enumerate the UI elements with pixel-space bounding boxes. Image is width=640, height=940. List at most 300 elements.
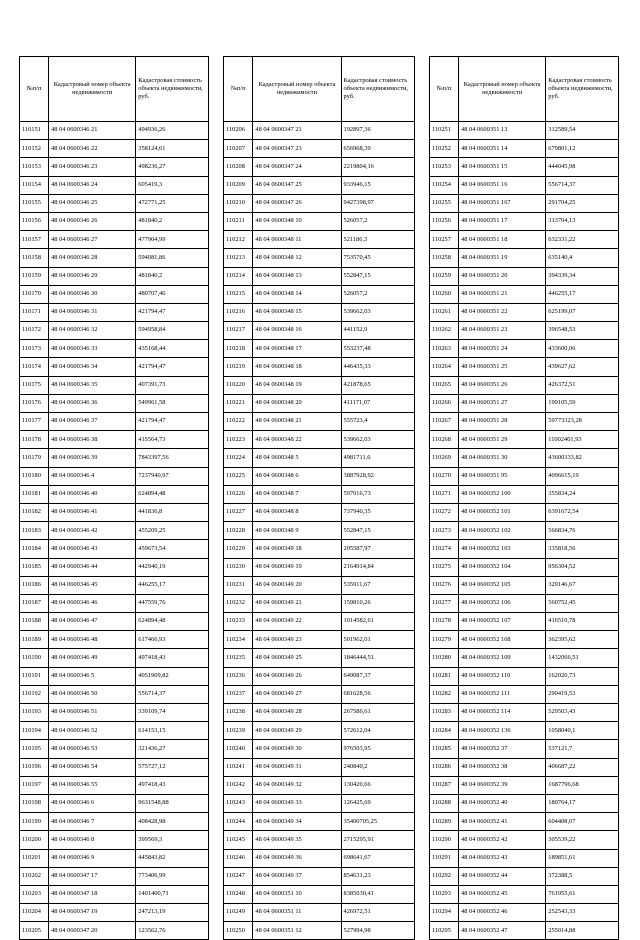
row-number-cell: 110262 [430,322,459,340]
row-number-cell: 110251 [430,122,459,140]
row-number-cell: 110240 [224,740,253,758]
table-row [20,867,209,885]
row-number-cell: 110263 [430,340,459,358]
cadastral-cost-cell: 305539,22 [546,831,619,849]
cadastral-cost-cell: 205587,97 [341,540,414,558]
cadastral-number-cell: 48 04 0600347 18 [49,885,136,903]
cadastral-number-cell: 48 04 0600347 19 [49,904,136,922]
row-number-cell: 110204 [20,904,49,922]
cadastral-cost-cell: 625199,07 [546,303,619,321]
table-row [430,467,619,485]
table-row [20,849,209,867]
table-row [430,122,619,140]
cadastral-number-cell: 48 04 0600352 37 [459,740,546,758]
row-number-cell: 110157 [20,231,49,249]
cadastral-cost-cell: 358124,61 [136,140,209,158]
table-row [20,140,209,158]
cadastral-number-cell: 48 04 0600351 27 [459,394,546,412]
cadastral-number-cell: 48 04 0600347 17 [49,867,136,885]
cadastral-number-cell: 48 04 0600346 29 [49,267,136,285]
table-row [20,885,209,903]
header-cadastral-number: Кадастровый номер объекта недвижимости [459,57,546,122]
table-row [224,922,415,940]
cadastral-number-cell: 48 04 0600352 40 [459,794,546,812]
cadastral-cost-cell: 372388,5 [546,867,619,885]
cadastral-number-cell: 48 04 0600351 24 [459,340,546,358]
table-row [20,704,209,722]
table-row [20,540,209,558]
row-number-cell: 110206 [224,122,253,140]
table-row [224,122,415,140]
cadastral-cost-cell: 737940,35 [341,503,414,521]
row-number-cell: 110170 [20,285,49,303]
table-row [430,740,619,758]
cadastral-cost-cell: 267586,61 [341,704,414,722]
row-number-cell: 110195 [20,740,49,758]
cadastral-number-cell: 48 04 0600346 25 [49,194,136,212]
cadastral-number-cell: 48 04 0600351 30 [459,449,546,467]
cadastral-number-cell: 48 04 0600351 29 [459,431,546,449]
row-number-cell: 110215 [224,285,253,303]
table-row [430,376,619,394]
table-row [224,358,415,376]
cadastral-cost-cell: 614153,15 [136,722,209,740]
cadastral-number-cell: 48 04 0600351 19 [459,249,546,267]
cadastral-number-cell: 48 04 0600346 39 [49,449,136,467]
cadastral-cost-cell: 339109,74 [136,704,209,722]
cadastral-number-cell: 48 04 0600346 47 [49,613,136,631]
cadastral-number-cell: 48 04 0600346 28 [49,249,136,267]
cadastral-cost-cell: 255014,88 [546,922,619,940]
table-row [224,394,415,412]
row-number-cell: 110243 [224,794,253,812]
cadastral-number-cell: 48 04 0600349 36 [253,849,341,867]
cadastral-cost-cell: 407391,73 [136,376,209,394]
table-row [20,631,209,649]
table-row [224,831,415,849]
table-row [20,722,209,740]
cadastral-cost-cell: 1846444,51 [341,649,414,667]
row-number-cell: 110208 [224,158,253,176]
cadastral-number-cell: 48 04 0600351 23 [459,322,546,340]
table-row [224,649,415,667]
row-number-cell: 110275 [430,558,459,576]
cadastral-cost-cell: 7843397,56 [136,449,209,467]
cadastral-cost-cell: 421794,47 [136,303,209,321]
table-row [430,485,619,503]
row-number-cell: 110269 [430,449,459,467]
cadastral-number-cell: 48 04 0600348 14 [253,285,341,303]
cadastral-cost-cell: 854631,23 [341,867,414,885]
row-number-cell: 110202 [20,867,49,885]
row-number-cell: 110176 [20,394,49,412]
cadastral-number-cell: 48 04 0600346 49 [49,649,136,667]
cadastral-cost-cell: 539662,03 [341,303,414,321]
cadastral-number-cell: 48 04 0600346 4 [49,467,136,485]
table-row [20,358,209,376]
row-number-cell: 110178 [20,431,49,449]
table-row [224,740,415,758]
cadastral-number-cell: 48 04 0600351 25 [459,358,546,376]
cadastral-cost-cell: 321436,27 [136,740,209,758]
cadastral-cost-cell: 1014582,61 [341,613,414,631]
row-number-cell: 110222 [224,413,253,431]
cadastral-cost-cell: 421878,65 [341,376,414,394]
cadastral-number-cell: 48 04 0600348 15 [253,303,341,321]
table-row [430,303,619,321]
table-row [224,194,415,212]
cadastral-cost-cell: 162020,73 [546,667,619,685]
cadastral-number-cell: 48 04 0600352 102 [459,522,546,540]
row-number-cell: 110276 [430,576,459,594]
cadastral-number-cell: 48 04 0600352 43 [459,849,546,867]
cadastral-number-cell: 48 04 0600346 55 [49,776,136,794]
cadastral-cost-cell: 566834,76 [546,522,619,540]
table-row [20,522,209,540]
cadastral-cost-cell: 555723,4 [341,413,414,431]
row-number-cell: 110201 [20,849,49,867]
table-row [224,631,415,649]
row-number-cell: 110214 [224,267,253,285]
table-row [430,431,619,449]
cadastral-number-cell: 48 04 0600348 22 [253,431,341,449]
cadastral-cost-cell: 35400705,25 [341,813,414,831]
row-number-cell: 110282 [430,685,459,703]
cadastral-number-cell: 48 04 0600346 42 [49,522,136,540]
cadastral-cost-cell: 481840,2 [136,267,209,285]
cadastral-number-cell: 48 04 0600351 26 [459,376,546,394]
header-cadastral-number: Кадастровый номер объекта недвижимости [253,57,341,122]
table-row [430,394,619,412]
row-number-cell: 110257 [430,231,459,249]
row-number-cell: 110172 [20,322,49,340]
row-number-cell: 110237 [224,685,253,703]
table-row [430,558,619,576]
row-number-cell: 110254 [430,176,459,194]
cadastral-number-cell: 48 04 0600352 111 [459,685,546,703]
table-row [430,285,619,303]
table-row [20,776,209,794]
cadastral-cost-cell: 43600333,82 [546,449,619,467]
table-row [20,904,209,922]
table-row [430,667,619,685]
cadastral-cost-cell: 123562,76 [136,922,209,940]
cadastral-cost-cell: 617466,93 [136,631,209,649]
cadastral-number-cell: 48 04 0600348 11 [253,231,341,249]
table-row [430,594,619,612]
row-number-cell: 110199 [20,813,49,831]
cadastral-cost-cell: 649087,37 [341,667,414,685]
cadastral-cost-cell: 9631548,88 [136,794,209,812]
table-row [20,685,209,703]
cadastral-number-cell: 48 04 0600351 12 [253,922,341,940]
cadastral-cost-cell: 560752,45 [546,594,619,612]
cadastral-number-cell: 48 04 0600346 31 [49,303,136,321]
cadastral-cost-cell: 408428,98 [136,813,209,831]
cadastral-cost-cell: 4096615,19 [546,467,619,485]
cadastral-number-cell: 48 04 0600349 28 [253,704,341,722]
cadastral-number-cell: 48 04 0600352 106 [459,594,546,612]
cadastral-cost-cell: 189851,61 [546,849,619,867]
table-row [224,340,415,358]
cadastral-number-cell: 48 04 0600346 43 [49,540,136,558]
cadastral-number-cell: 48 04 0600348 21 [253,413,341,431]
cadastral-cost-cell: 411171,07 [341,394,414,412]
row-number-cell: 110270 [430,467,459,485]
cadastral-number-cell: 48 04 0600352 42 [459,831,546,849]
table-row [20,667,209,685]
cadastral-number-cell: 48 04 0600349 33 [253,794,341,812]
cadastral-cost-cell: 4981711,6 [341,449,414,467]
cadastral-number-cell: 48 04 0600346 37 [49,413,136,431]
cadastral-number-cell: 48 04 0600347 26 [253,194,341,212]
table-row [430,194,619,212]
table-row [20,322,209,340]
cadastral-number-cell: 48 04 0600352 101 [459,503,546,521]
cadastral-number-cell: 48 04 0600347 24 [253,158,341,176]
cadastral-table-3 [429,56,619,940]
cadastral-cost-cell: 1401400,71 [136,885,209,903]
row-number-cell: 110194 [20,722,49,740]
row-number-cell: 110188 [20,613,49,631]
row-number-cell: 110221 [224,394,253,412]
row-number-cell: 110225 [224,467,253,485]
cadastral-number-cell: 48 04 0600346 7 [49,813,136,831]
cadastral-cost-cell: 539662,03 [341,431,414,449]
table-row [20,449,209,467]
table-row [224,576,415,594]
cadastral-cost-cell: 572612,04 [341,722,414,740]
cadastral-number-cell: 48 04 0600351 28 [459,413,546,431]
cadastral-number-cell: 48 04 0600346 5 [49,667,136,685]
row-number-cell: 110151 [20,122,49,140]
cadastral-number-cell: 48 04 0600346 41 [49,503,136,521]
table-row [430,758,619,776]
table-row [224,885,415,903]
row-number-cell: 110248 [224,885,253,903]
cadastral-cost-cell: 446255,17 [136,576,209,594]
row-number-cell: 110261 [430,303,459,321]
cadastral-cost-cell: 416510,78 [546,613,619,631]
cadastral-cost-cell: 441836,8 [136,503,209,521]
cadastral-cost-cell: 976503,95 [341,740,414,758]
table-row [20,285,209,303]
header-cadastral-cost: Кадастровая стоимость объекта недвижимости, руб. [546,57,619,122]
cadastral-cost-cell: 446435,33 [341,358,414,376]
cadastral-cost-cell: 535911,67 [341,576,414,594]
table-row [430,212,619,230]
cadastral-cost-cell: 552847,15 [341,267,414,285]
row-number-cell: 110219 [224,358,253,376]
table-row [20,558,209,576]
cadastral-cost-cell: 439627,62 [546,358,619,376]
row-number-cell: 110193 [20,704,49,722]
cadastral-table-2 [223,56,415,940]
cadastral-number-cell: 48 04 0600352 45 [459,885,546,903]
cadastral-table-1 [19,56,209,940]
cadastral-number-cell: 48 04 0600352 44 [459,867,546,885]
cadastral-cost-cell: 3887928,92 [341,467,414,485]
cadastral-cost-cell: 537121,7 [546,740,619,758]
cadastral-number-cell: 48 04 0600346 38 [49,431,136,449]
cadastral-number-cell: 48 04 0600352 38 [459,758,546,776]
row-number-cell: 110191 [20,667,49,685]
row-number-cell: 110259 [430,267,459,285]
row-number-cell: 110271 [430,485,459,503]
header-cadastral-cost: Кадастровая стоимость объекта недвижимости, руб. [136,57,209,122]
row-number-cell: 110216 [224,303,253,321]
row-number-cell: 110229 [224,540,253,558]
cadastral-cost-cell: 291704,25 [546,194,619,212]
cadastral-number-cell: 48 04 0600346 51 [49,704,136,722]
table-row [20,231,209,249]
table-row [224,594,415,612]
cadastral-number-cell: 48 04 0600349 26 [253,667,341,685]
row-number-cell: 110218 [224,340,253,358]
row-number-cell: 110238 [224,704,253,722]
table-row [20,485,209,503]
cadastral-cost-cell: 1058040,1 [546,722,619,740]
cadastral-number-cell: 48 04 0600351 22 [459,303,546,321]
cadastral-cost-cell: 604408,07 [546,813,619,831]
table-row [224,867,415,885]
table-row [430,231,619,249]
table-header-row [224,57,415,122]
row-number-cell: 110205 [20,922,49,940]
table-body [430,122,619,940]
cadastral-cost-cell: 2219804,16 [341,158,414,176]
row-number-cell: 110279 [430,631,459,649]
cadastral-cost-cell: 9427398,97 [341,194,414,212]
row-number-cell: 110152 [20,140,49,158]
table-row [430,885,619,903]
table-row [430,503,619,521]
cadastral-number-cell: 48 04 0600346 24 [49,176,136,194]
cadastral-number-cell: 48 04 0600346 45 [49,576,136,594]
cadastral-cost-cell: 624894,48 [136,613,209,631]
header-num: №п/п [224,57,253,122]
cadastral-cost-cell: 415564,73 [136,431,209,449]
header-cadastral-cost: Кадастровая стоимость объекта недвижимости, руб. [341,57,414,122]
row-number-cell: 110217 [224,322,253,340]
cadastral-cost-cell: 527994,98 [341,922,414,940]
table-row [20,503,209,521]
row-number-cell: 110197 [20,776,49,794]
table-row [224,176,415,194]
cadastral-cost-cell: 240840,2 [341,758,414,776]
cadastral-cost-cell: 394339,34 [546,267,619,285]
table-row [430,649,619,667]
cadastral-number-cell: 48 04 0600349 21 [253,594,341,612]
row-number-cell: 110295 [430,922,459,940]
cadastral-cost-cell: 556714,37 [136,685,209,703]
cadastral-number-cell: 48 04 0600349 23 [253,631,341,649]
table-header-row [430,57,619,122]
row-number-cell: 110175 [20,376,49,394]
table-row [224,667,415,685]
cadastral-cost-cell: 421794,47 [136,413,209,431]
row-number-cell: 110153 [20,158,49,176]
table-row [430,358,619,376]
cadastral-number-cell: 48 04 0600351 11 [253,904,341,922]
table-row [224,267,415,285]
cadastral-cost-cell: 447559,76 [136,594,209,612]
cadastral-number-cell: 48 04 0600349 32 [253,776,341,794]
cadastral-cost-cell: 446255,17 [546,285,619,303]
row-number-cell: 110224 [224,449,253,467]
cadastral-cost-cell: 773406,99 [136,867,209,885]
cadastral-number-cell: 48 04 0600349 30 [253,740,341,758]
cadastral-cost-cell: 312589,54 [546,122,619,140]
table-row [20,413,209,431]
row-number-cell: 110258 [430,249,459,267]
table-row [224,431,415,449]
table-row [20,613,209,631]
cadastral-number-cell: 48 04 0600351 95 [459,467,546,485]
row-number-cell: 110226 [224,485,253,503]
cadastral-cost-cell: 445843,82 [136,849,209,867]
row-number-cell: 110287 [430,776,459,794]
cadastral-cost-cell: 605419,3 [136,176,209,194]
row-number-cell: 110245 [224,831,253,849]
header-num: №п/п [430,57,459,122]
cadastral-cost-cell: 362395,62 [546,631,619,649]
cadastral-cost-cell: 501962,01 [341,631,414,649]
cadastral-cost-cell: 679801,12 [546,140,619,158]
row-number-cell: 110255 [430,194,459,212]
table-row [224,231,415,249]
row-number-cell: 110174 [20,358,49,376]
cadastral-cost-cell: 329146,67 [546,576,619,594]
table-row [430,522,619,540]
cadastral-cost-cell: 252543,33 [546,904,619,922]
cadastral-number-cell: 48 04 0600348 12 [253,249,341,267]
cadastral-cost-cell: 2164914,84 [341,558,414,576]
row-number-cell: 110156 [20,212,49,230]
table-row [224,158,415,176]
cadastral-cost-cell: 933946,15 [341,176,414,194]
cadastral-number-cell: 48 04 0600349 29 [253,722,341,740]
cadastral-number-cell: 48 04 0600346 52 [49,722,136,740]
table-row [430,722,619,740]
cadastral-number-cell: 48 04 0600348 16 [253,322,341,340]
cadastral-number-cell: 48 04 0600352 108 [459,631,546,649]
row-number-cell: 110273 [430,522,459,540]
table-row [430,776,619,794]
cadastral-cost-cell: 290419,53 [546,685,619,703]
table-row [430,813,619,831]
cadastral-number-cell: 48 04 0600351 14 [459,140,546,158]
table-row [20,176,209,194]
cadastral-number-cell: 48 04 0600348 10 [253,212,341,230]
table-row [20,212,209,230]
cadastral-cost-cell: 681628,56 [341,685,414,703]
cadastral-number-cell: 48 04 0600349 31 [253,758,341,776]
table-row [224,722,415,740]
row-number-cell: 110293 [430,885,459,903]
table-row [20,740,209,758]
row-number-cell: 110250 [224,922,253,940]
table-row [20,249,209,267]
cadastral-number-cell: 48 04 0600351 10 [253,885,341,903]
row-number-cell: 110231 [224,576,253,594]
cadastral-number-cell: 48 04 0600346 33 [49,340,136,358]
row-number-cell: 110281 [430,667,459,685]
table-row [224,303,415,321]
table-row [430,413,619,431]
cadastral-cost-cell: 59773323,28 [546,413,619,431]
row-number-cell: 110189 [20,631,49,649]
